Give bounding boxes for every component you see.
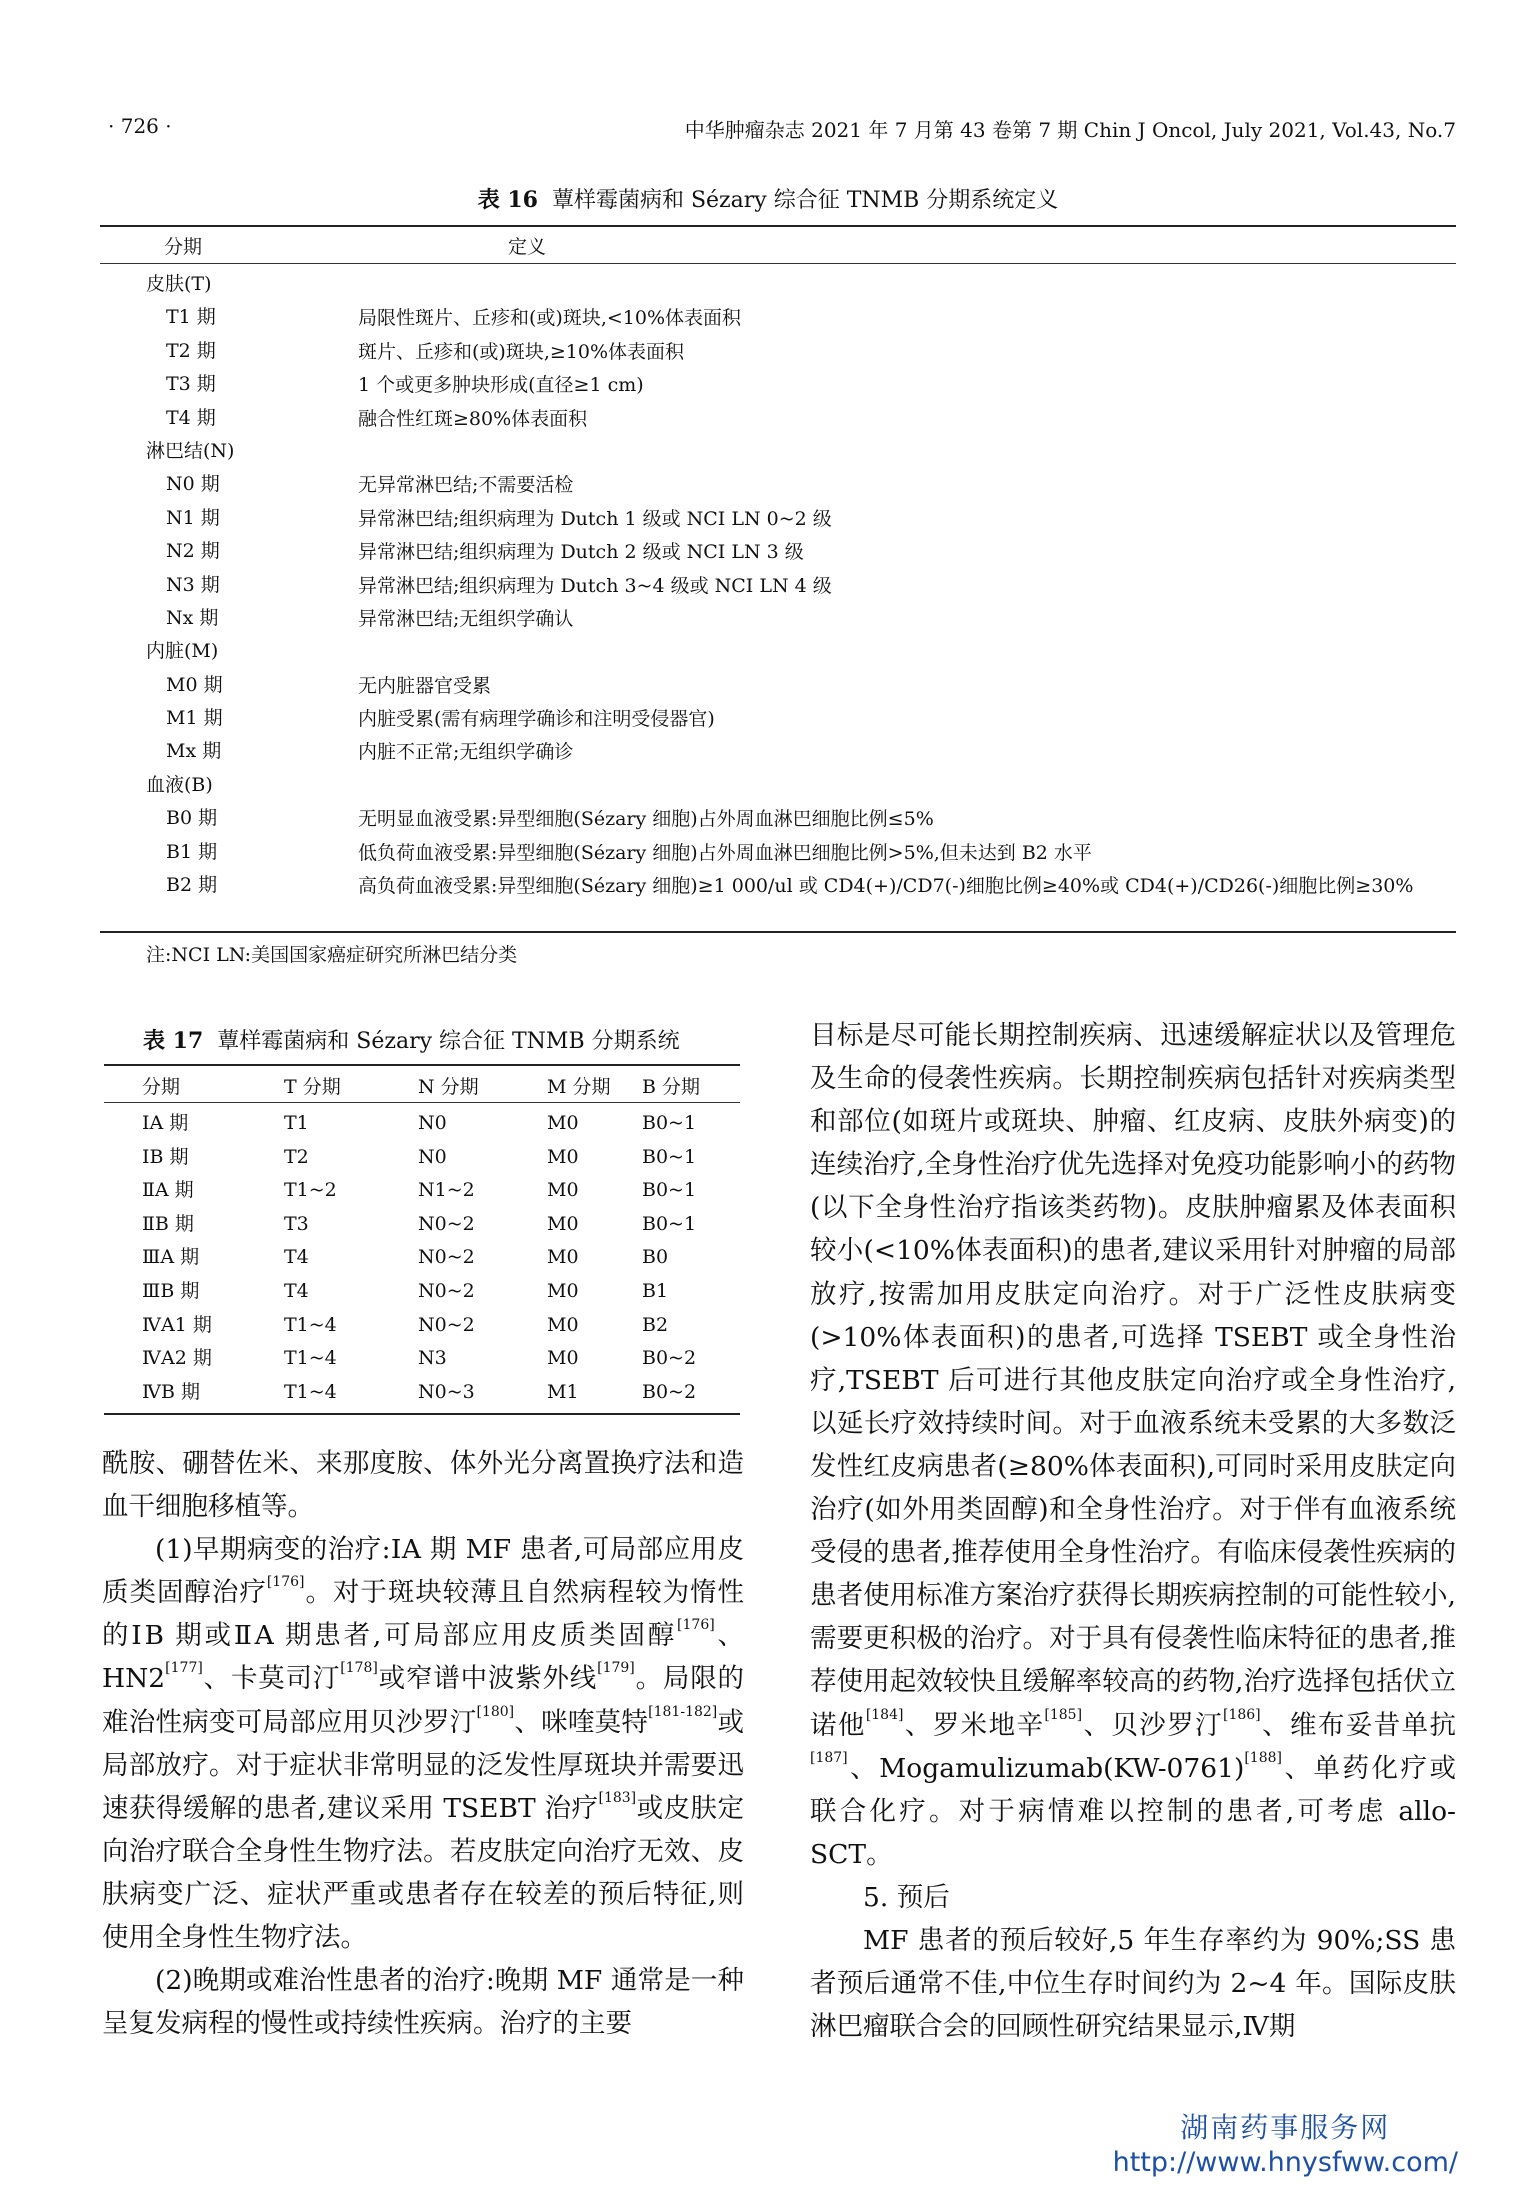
table16-definition: 1 个或更多肿块形成(直径≥1 cm) (358, 374, 644, 397)
table17-m: M0 (547, 1246, 579, 1269)
table17-stage: ⅡA 期 (142, 1179, 194, 1202)
table16-definition: 融合性红斑≥80%体表面积 (358, 407, 588, 430)
table17-t: T1~2 (284, 1179, 337, 1202)
table16-stage: M1 期 (166, 707, 223, 730)
table16-stage: M0 期 (166, 673, 223, 696)
table17-row (104, 1141, 740, 1175)
citation-ref: [176] (266, 1574, 305, 1591)
citation-ref: [184] (865, 1706, 904, 1723)
text-run: 目标是尽可能长期控制疾病、迅速缓解症状以及管理危及生命的侵袭性疾病。长期控制疾病包括针对疾病类型和部位(如斑片或斑块、肿瘤、红皮病、皮肤外病变)的连续治疗,全身性治疗优先选择对免疫功能影响小的药物(以下全身性治疗指该类药物)。皮肤肿瘤累及体表面积较小(<10%体表面积)的患者,建议采用针对肿瘤的局部放疗,按需加用皮肤定向治疗。对于广泛性皮肤病变(>10%体表面积)的患者,可选择 TSEBT 或全身性治疗,TSEBT 后可进行其他皮肤定向治疗或全身性治疗,以延长疗效持续时间。对于血液系统未受累的大多数泛发性红皮病患者(≥80%体表面积),可同时采用皮肤定向治疗(如外用类固醇)和全身性治疗。对于伴有血液系统受侵的患者,推荐使用全身性治疗。有临床侵袭性疾病的患者使用标准方案治疗获得长期疾病控制的可能性较小,需要更积极的治疗。对于具有侵袭性临床特征的患者,推荐使用起效较快且缓解率较高的药物,治疗选择包括伏立诺他 (810, 1020, 1456, 1741)
table16-definition: 异常淋巴结;组织病理为 Dutch 1 级或 NCI LN 0~2 级 (358, 507, 832, 530)
table17-b: B0 (642, 1246, 669, 1269)
table16-definition: 内脏不正常;无组织学确诊 (358, 741, 574, 764)
text-run: 、卡莫司汀 (202, 1663, 341, 1695)
table16-row (100, 502, 1456, 535)
table16-header-definition: 定义 (508, 236, 547, 258)
table17-m: M0 (547, 1145, 579, 1168)
table17-n: N0 (418, 1112, 447, 1134)
table16-row (100, 602, 1456, 635)
table16-row (100, 735, 1456, 768)
table16-caption (0, 183, 1536, 214)
left-paragraph-1: 酰胺、硼替佐米、来那度胺、体外光分离置换疗法和造血干细胞移植等。 (102, 1448, 744, 1523)
table16-category-row (100, 769, 1456, 802)
table16-row (100, 368, 1456, 401)
table16-definition: 局限性斑片、丘疹和(或)斑块,<10%体表面积 (358, 307, 742, 330)
citation-ref: [179] (597, 1660, 635, 1677)
table17-row (104, 1107, 740, 1141)
text-run: 。对于斑块较薄且自然病程较为惰性的ⅠB 期或ⅡA 期患者,可局部应用皮质类固醇 (102, 1577, 745, 1652)
table16-row (100, 468, 1456, 501)
citation-ref: [181-182] (648, 1703, 718, 1720)
table17-n: N0~2 (418, 1313, 475, 1336)
table17-label: 表 17 (143, 1028, 204, 1054)
table17-n: N3 (418, 1347, 447, 1370)
table16-definition: 异常淋巴结;组织病理为 Dutch 3~4 级或 NCI LN 4 级 (358, 574, 832, 597)
table17-bottom-rule (104, 1413, 740, 1415)
table16-stage: B2 期 (166, 874, 218, 897)
journal-citation: 中华肿瘤杂志 2021 年 7 月第 43 卷第 7 期 Chin J Oncol, July 2021, Vol.43, No.7 (684, 118, 1456, 142)
page-header (108, 114, 1456, 146)
table16-bottom-rule (100, 931, 1456, 933)
table17-header-stage: 分期 (142, 1076, 181, 1098)
table17-row (104, 1174, 740, 1208)
table17-n: N0~2 (418, 1246, 475, 1269)
table17-t: T4 (284, 1279, 309, 1302)
table17-stage: ⅢB 期 (142, 1279, 200, 1302)
table16-stage: T1 期 (166, 306, 216, 329)
table17-stage: ⅣB 期 (142, 1380, 200, 1403)
table17-m: M0 (547, 1313, 579, 1336)
citation-ref: [177] (165, 1660, 203, 1677)
table17-b: B0~1 (642, 1112, 697, 1134)
citation-ref: [186] (1223, 1706, 1261, 1723)
table16-stage: T3 期 (166, 373, 216, 396)
text-run: 、罗米地辛 (903, 1709, 1045, 1741)
table17-m: M0 (547, 1112, 579, 1134)
text-run: 、咪喹莫特 (514, 1706, 649, 1738)
table16-definition: 内脏受累(需有病理学确诊和注明受侵器官) (358, 708, 715, 731)
table17-t: T3 (284, 1212, 309, 1235)
table17-header-b: B 分期 (642, 1076, 701, 1098)
table16-stage: B1 期 (166, 840, 218, 863)
text-run: 。局限的难治性病变可局部应用贝沙罗汀 (102, 1663, 745, 1738)
table16-header-row (100, 227, 1456, 263)
table17-b: B0~1 (642, 1179, 697, 1202)
table16-category-row (100, 268, 1456, 301)
table17-row (104, 1208, 740, 1242)
text-run: (1)早期病变的治疗:ⅠA 期 MF 患者,可局部应用皮质类固醇治疗 (102, 1534, 744, 1609)
table17-caption (143, 1024, 680, 1055)
text-run: 、维布妥昔单抗 (1260, 1709, 1456, 1741)
table16-row (100, 569, 1456, 602)
table16-row (100, 535, 1456, 568)
table16-row (100, 402, 1456, 435)
table16-definition: 斑片、丘疹和(或)斑块,≥10%体表面积 (358, 340, 685, 363)
table16-definition: 无异常淋巴结;不需要活检 (358, 474, 574, 497)
left-paragraph-2 (102, 1528, 744, 1959)
citation-ref: [185] (1044, 1706, 1083, 1723)
table16-header-stage: 分期 (164, 236, 203, 258)
table16-stage: T4 期 (166, 406, 216, 429)
table17-m: M0 (547, 1212, 579, 1235)
table16-footnote: 注:NCI LN:美国国家癌症研究所淋巴结分类 (146, 944, 518, 966)
table17-stage: ⅠB 期 (142, 1145, 189, 1168)
table16-category-row (100, 435, 1456, 468)
table16-title: 蕈样霉菌病和 Sézary 综合征 TNMB 分期系统定义 (551, 188, 1059, 213)
table16-stage: N3 期 (166, 573, 220, 596)
watermark-site-name: 湖南药事服务网 (1180, 2111, 1391, 2144)
table17-stage: ⅡB 期 (142, 1212, 194, 1235)
citation-ref: [176] (677, 1617, 715, 1634)
table17-row (104, 1342, 740, 1376)
table16-stage: N2 期 (166, 540, 220, 563)
right-paragraph-3: MF 患者的预后较好,5 年生存率约为 90%;SS 患者预后通常不佳,中位生存时间约为 2~4 年。国际皮肤淋巴瘤联合会的回顾性研究结果显示,Ⅳ期 (810, 1924, 1456, 2043)
table17-t: T1 (284, 1112, 309, 1134)
table16-definition: 无明显血液受累:异型细胞(Sézary 细胞)占外周血淋巴细胞比例≤5% (358, 808, 934, 831)
table17-n: N0~2 (418, 1212, 475, 1235)
table16-stage: N0 期 (166, 473, 220, 496)
table17-row (104, 1309, 740, 1343)
table17-t: T1~4 (284, 1313, 337, 1336)
table17-b: B1 (642, 1279, 669, 1302)
watermark (1113, 2110, 1458, 2180)
text-run: 或窄谱中波紫外线 (377, 1663, 598, 1695)
table17-body (104, 1103, 740, 1413)
page-number: · 726 · (108, 114, 172, 138)
table17-b: B0~1 (642, 1145, 697, 1168)
table16-row (100, 802, 1456, 835)
table17-stage: ⅣA2 期 (142, 1347, 212, 1370)
table16-category: 内脏(M) (146, 640, 219, 663)
table16-label: 表 16 (477, 187, 538, 213)
table16-row (100, 869, 1456, 929)
table17-b: B0~2 (642, 1347, 697, 1370)
table17-t: T1~4 (284, 1380, 337, 1403)
citation-ref: [178] (340, 1660, 378, 1677)
table16-definition: 低负荷血液受累:异型细胞(Sézary 细胞)占外周血淋巴细胞比例>5%,但未达到 B2 水平 (358, 841, 1092, 864)
table16-row (100, 836, 1456, 869)
table17-stage: ⅣA1 期 (142, 1313, 212, 1336)
table16-stage: N1 期 (166, 506, 220, 529)
right-text-column (810, 1014, 1456, 2048)
table17-t: T2 (284, 1145, 309, 1168)
table16-category: 淋巴结(N) (146, 439, 235, 462)
table17-title: 蕈样霉菌病和 Sézary 综合征 TNMB 分期系统 (217, 1029, 680, 1054)
table17-m: M0 (547, 1279, 579, 1302)
left-paragraph-3: (2)晚期或难治性患者的治疗:晚期 MF 通常是一种呈复发病程的慢性或持续性疾病。治疗的主要 (102, 1965, 744, 2040)
text-run: 、贝沙罗汀 (1082, 1709, 1223, 1741)
text-run: 、HN2 (102, 1620, 744, 1695)
text-run: 、Mogamulizumab(KW-0761) (847, 1752, 1245, 1784)
citation-ref: [187] (810, 1749, 848, 1766)
table16-stage: B0 期 (166, 807, 218, 830)
table16-stage: T2 期 (166, 339, 216, 362)
table16-definition: 异常淋巴结;无组织学确认 (358, 607, 574, 630)
table16-stage: Nx 期 (166, 606, 219, 629)
table17-b: B0~2 (642, 1380, 697, 1403)
table16-category: 血液(B) (146, 773, 213, 796)
citation-ref: [180] (476, 1703, 515, 1720)
table17-m: M0 (547, 1347, 579, 1370)
table17-t: T1~4 (284, 1347, 337, 1370)
left-text-column (102, 1442, 744, 2045)
table17-m: M0 (547, 1179, 579, 1202)
table17-t: T4 (284, 1246, 309, 1269)
citation-ref: [183] (598, 1789, 637, 1806)
text-run: 或皮肤定向治疗联合全身性生物疗法。若皮肤定向治疗无效、皮肤病变广泛、症状严重或患者存在较差的预后特征,则使用全身性生物疗法。 (102, 1792, 745, 1954)
table16-category: 皮肤(T) (146, 273, 212, 295)
table17-b: B2 (642, 1313, 669, 1336)
table17-stage: ⅢA 期 (142, 1246, 200, 1269)
right-paragraph-1 (810, 1014, 1456, 1876)
table17-stage: ⅠA 期 (142, 1112, 189, 1134)
table16-row (100, 301, 1456, 334)
table17-header-t: T 分期 (284, 1076, 341, 1098)
table16-stage: Mx 期 (166, 740, 222, 763)
table16-definition: 高负荷血液受累:异型细胞(Sézary 细胞)≥1 000/ul 或 CD4(+)/CD7(-)细胞比例≥40%或 CD4(+)/CD26(-)细胞比例≥30% (358, 875, 1414, 898)
table16-row (100, 702, 1456, 735)
table17-n: N0~2 (418, 1279, 475, 1302)
table16-body (100, 264, 1456, 931)
table17-row (104, 1275, 740, 1309)
table17-m: M1 (547, 1380, 579, 1403)
text-run: 或局部放疗。对于症状非常明显的泛发性厚斑块并需要迅速获得缓解的患者,建议采用 TSEBT 治疗 (102, 1706, 745, 1824)
table17 (104, 1064, 740, 1415)
table16-row (100, 669, 1456, 702)
watermark-url: http://www.hnysfww.com/ (1112, 2147, 1458, 2178)
table17-header-m: M 分期 (547, 1076, 611, 1098)
table17-header-row (104, 1066, 740, 1102)
table17-n: N1~2 (418, 1179, 475, 1202)
table17-header-n: N 分期 (418, 1076, 479, 1098)
table16-row (100, 335, 1456, 368)
table17-row (104, 1241, 740, 1275)
section-heading-prognosis: 5. 预后 (863, 1881, 950, 1913)
table17-n: N0 (418, 1145, 447, 1168)
table16-definition: 异常淋巴结;组织病理为 Dutch 2 级或 NCI LN 3 级 (358, 541, 804, 564)
table16-category-row (100, 635, 1456, 668)
table17-b: B0~1 (642, 1212, 697, 1235)
text-run: 、单药化疗或联合化疗。对于病情难以控制的患者,可考虑 allo-SCT。 (810, 1752, 1457, 1870)
table17-row (104, 1376, 740, 1410)
citation-ref: [188] (1244, 1749, 1282, 1766)
table16 (100, 225, 1456, 933)
table16-definition: 无内脏器官受累 (358, 674, 492, 697)
table17-n: N0~3 (418, 1380, 475, 1403)
